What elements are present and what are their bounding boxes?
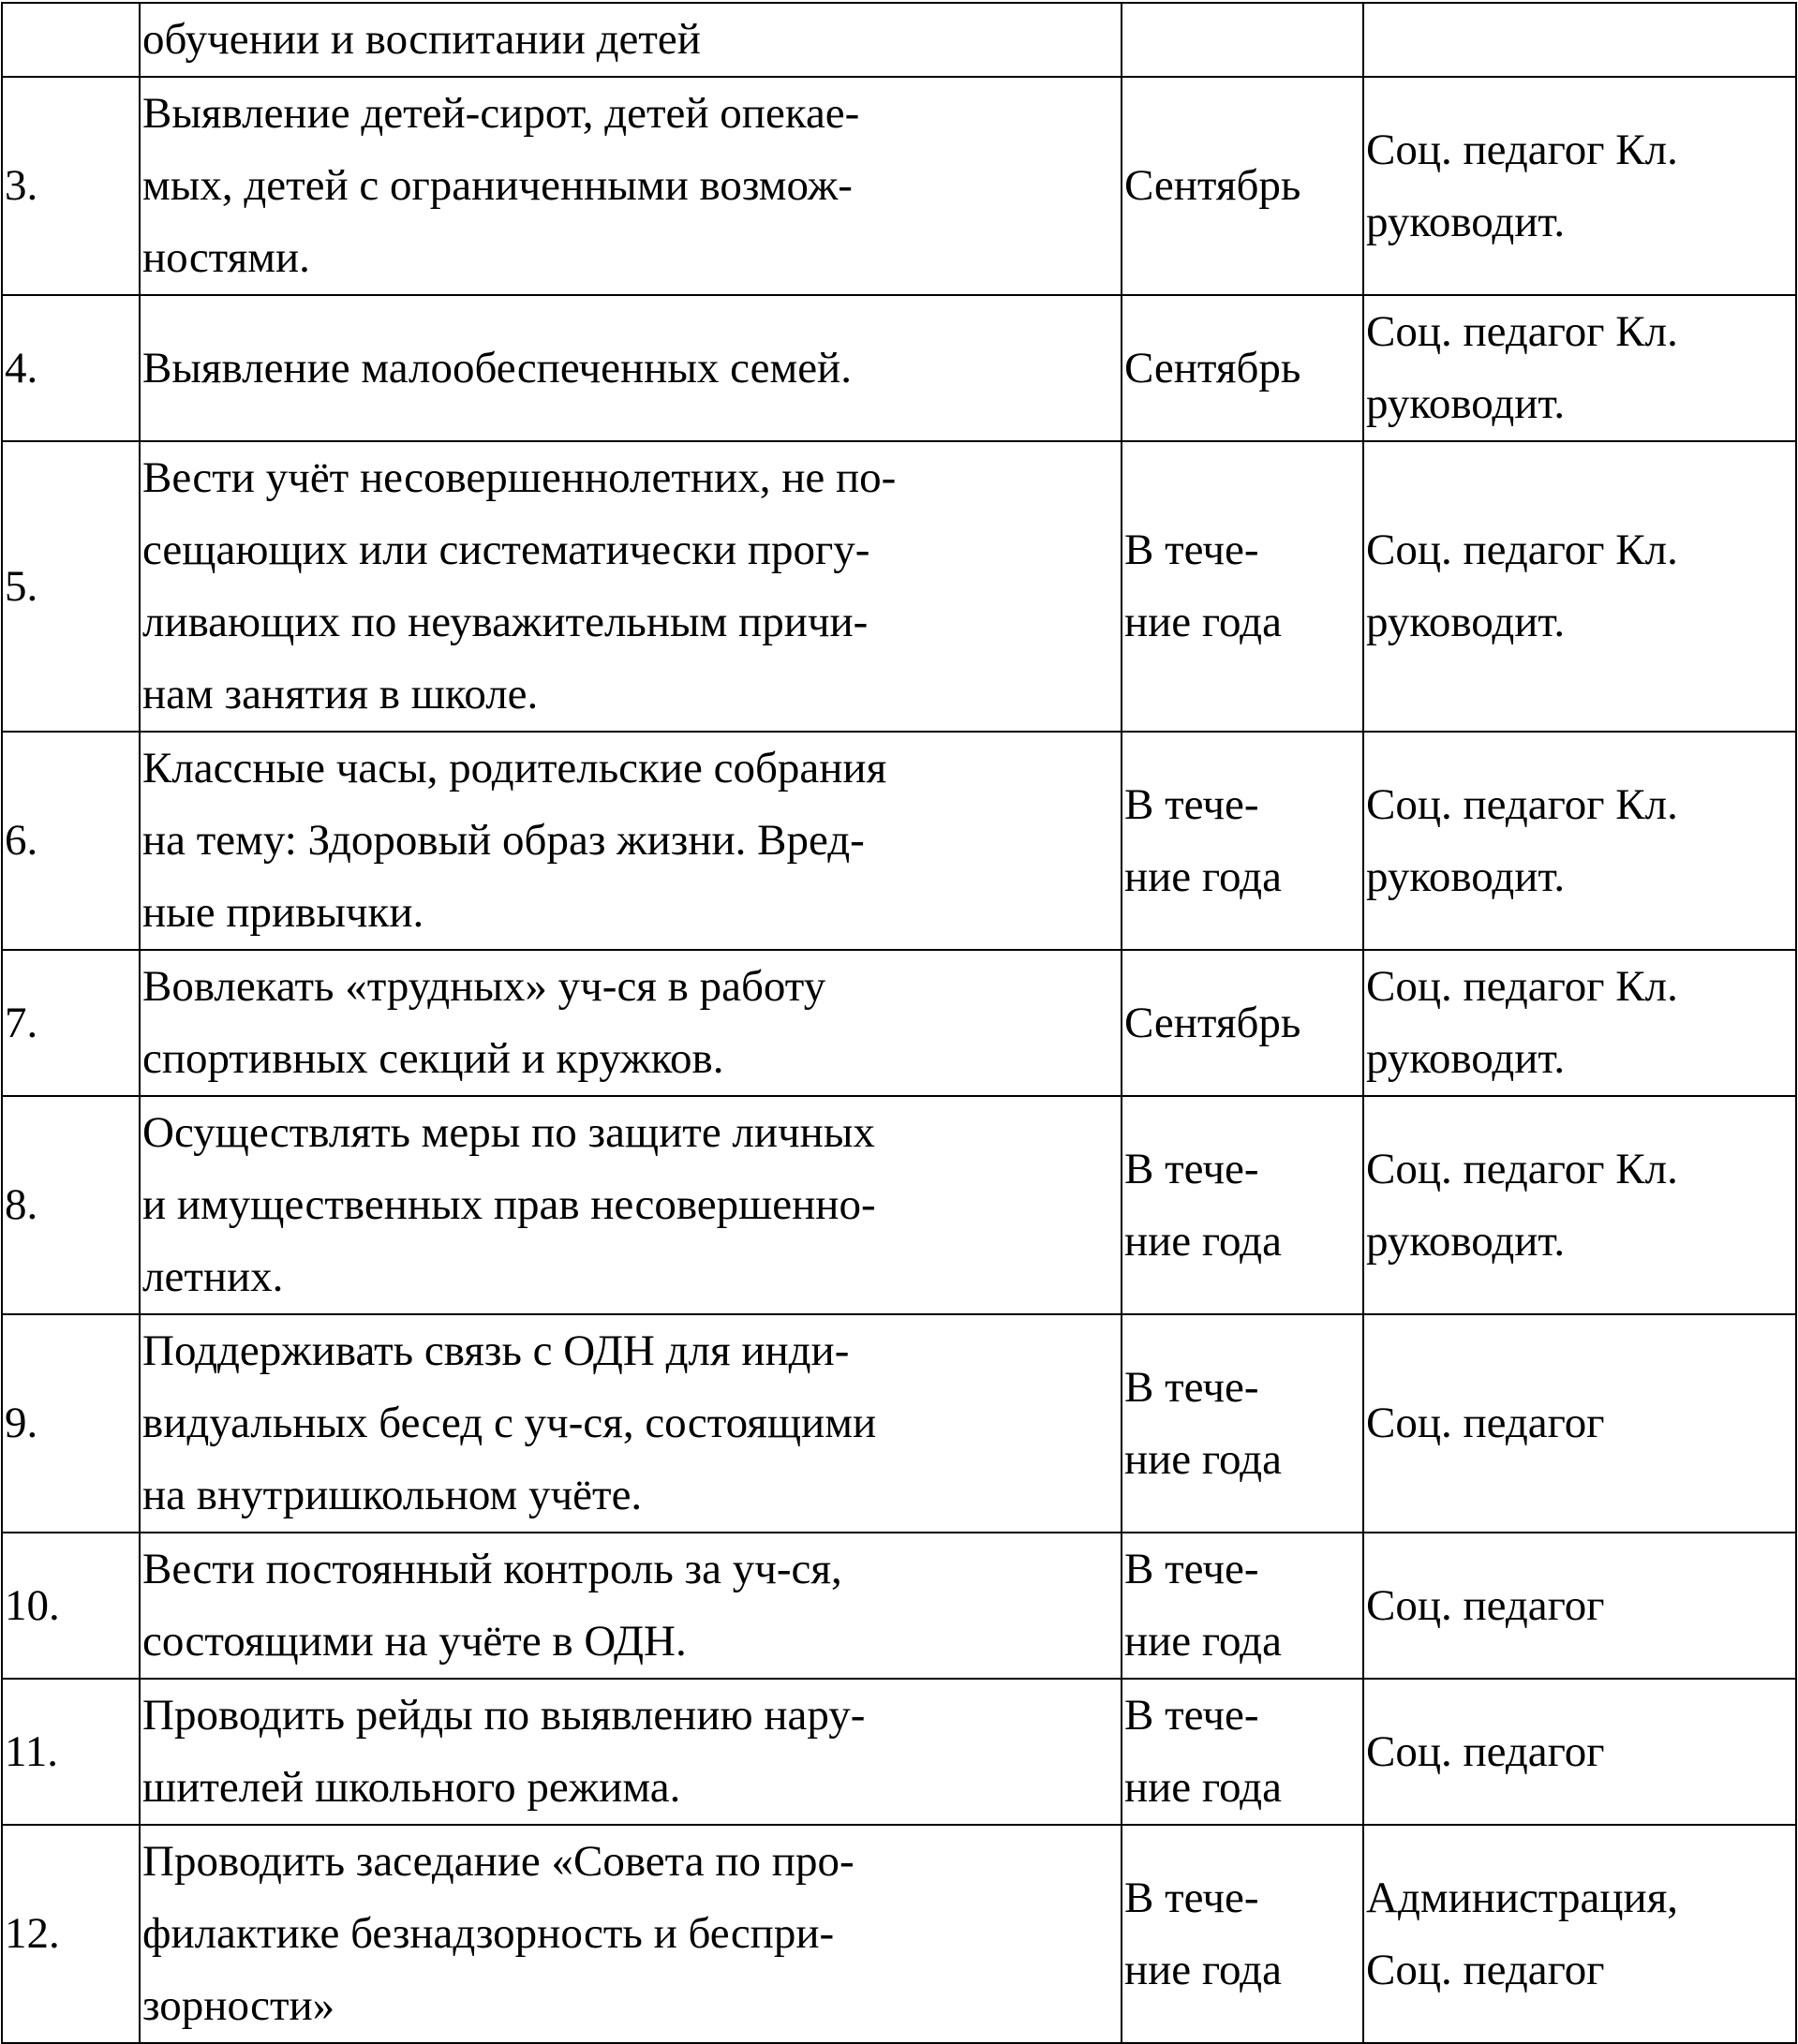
row-number-cell: 9.: [2, 1314, 140, 1533]
deadline-cell: В тече- ние года: [1122, 441, 1363, 732]
deadline-cell: В тече- ние года: [1122, 732, 1363, 950]
table-row: [2, 1679, 1796, 1825]
activity-cell: Классные часы, родительские собрания на тему: Здоровый образ жизни. Вред- ные привычки.: [140, 732, 1122, 950]
table-row: [2, 77, 1796, 295]
responsible-cell: [1363, 3, 1796, 77]
table-row: [2, 295, 1796, 441]
deadline-cell: Сентябрь: [1122, 295, 1363, 441]
activity-cell: Выявление малообеспеченных семей.: [140, 295, 1122, 441]
row-number-cell: 4.: [2, 295, 140, 441]
responsible-cell: Соц. педагог Кл. руководит.: [1363, 441, 1796, 732]
responsible-cell: Соц. педагог Кл. руководит.: [1363, 950, 1796, 1096]
responsible-cell: Администрация, Соц. педагог: [1363, 1825, 1796, 2043]
activity-cell: обучении и воспитании детей: [140, 3, 1122, 77]
deadline-cell: [1122, 3, 1363, 77]
row-number-cell: [2, 3, 140, 77]
table-row: [2, 1533, 1796, 1679]
deadline-cell: В тече- ние года: [1122, 1825, 1363, 2043]
table-row: [2, 1314, 1796, 1533]
row-number-cell: 6.: [2, 732, 140, 950]
activity-cell: Проводить рейды по выявлению нару- шителей школьного режима.: [140, 1679, 1122, 1825]
activity-cell: Поддерживать связь с ОДН для инди- видуальных бесед с уч-ся, состоящими на внутришкольном учёте.: [140, 1314, 1122, 1533]
responsible-cell: Соц. педагог: [1363, 1314, 1796, 1533]
deadline-cell: В тече- ние года: [1122, 1533, 1363, 1679]
deadline-cell: В тече- ние года: [1122, 1096, 1363, 1314]
deadline-cell: В тече- ние года: [1122, 1314, 1363, 1533]
responsible-cell: Соц. педагог Кл. руководит.: [1363, 732, 1796, 950]
row-number-cell: 3.: [2, 77, 140, 295]
deadline-cell: Сентябрь: [1122, 950, 1363, 1096]
table-row: [2, 950, 1796, 1096]
responsible-cell: Соц. педагог: [1363, 1533, 1796, 1679]
responsible-cell: Соц. педагог Кл. руководит.: [1363, 295, 1796, 441]
row-number-cell: 5.: [2, 441, 140, 732]
activity-cell: Вести учёт несовершеннолетних, не по- сещающих или систематически прогу- ливающих по неуважительным причи- нам занятия в школе.: [140, 441, 1122, 732]
activity-cell: Вовлекать «трудных» уч-ся в работу спортивных секций и кружков.: [140, 950, 1122, 1096]
activity-cell: Проводить заседание «Совета по про- филактике безнадзорность и беспри- зорности»: [140, 1825, 1122, 2043]
activity-plan-table: [1, 2, 1797, 2044]
responsible-cell: Соц. педагог Кл. руководит.: [1363, 1096, 1796, 1314]
table-row: [2, 1096, 1796, 1314]
activity-cell: Выявление детей-сирот, детей опекае- мых, детей с ограниченными возмож- ностями.: [140, 77, 1122, 295]
deadline-cell: Сентябрь: [1122, 77, 1363, 295]
row-number-cell: 8.: [2, 1096, 140, 1314]
row-number-cell: 10.: [2, 1533, 140, 1679]
row-number-cell: 11.: [2, 1679, 140, 1825]
responsible-cell: Соц. педагог Кл. руководит.: [1363, 77, 1796, 295]
table-row: [2, 732, 1796, 950]
activity-cell: Вести постоянный контроль за уч-ся, состоящими на учёте в ОДН.: [140, 1533, 1122, 1679]
row-number-cell: 12.: [2, 1825, 140, 2043]
responsible-cell: Соц. педагог: [1363, 1679, 1796, 1825]
activity-cell: Осуществлять меры по защите личных и имущественных прав несовершенно- летних.: [140, 1096, 1122, 1314]
row-number-cell: 7.: [2, 950, 140, 1096]
table-row: [2, 3, 1796, 77]
deadline-cell: В тече- ние года: [1122, 1679, 1363, 1825]
table-row: [2, 1825, 1796, 2043]
table-row: [2, 441, 1796, 732]
